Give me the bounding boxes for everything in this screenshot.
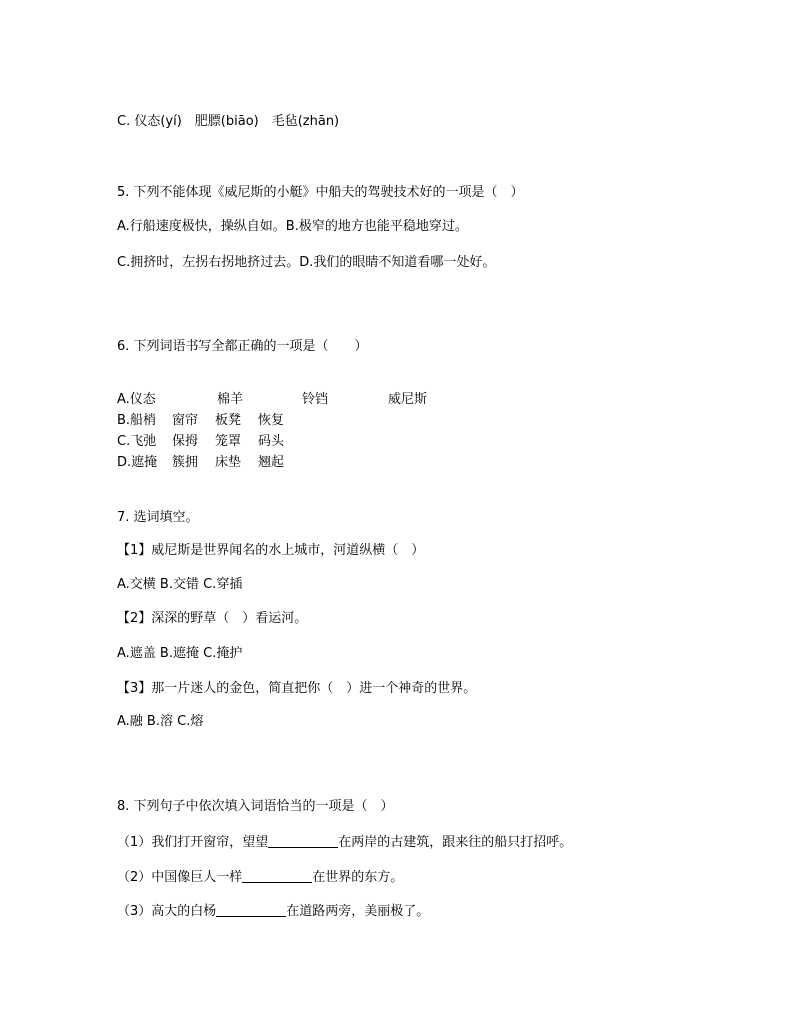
q6-d-word-1: D.遮掩 xyxy=(117,455,158,470)
q8-question: 8. 下列句子中依次填入词语恰当的一项是（ ） xyxy=(117,799,394,814)
q6-c-word-1: C.飞弛 xyxy=(117,434,157,449)
q6-row-a xyxy=(117,390,427,410)
q7-sub-2: 【2】深深的野草（ ）看运河。 xyxy=(117,611,308,626)
q8-s1-suffix: 在两岸的古建筑，跟来往的船只打招呼。 xyxy=(338,835,573,850)
q6-question: 6. 下列词语书写全都正确的一项是（ ） xyxy=(117,339,368,354)
q6-row-c xyxy=(117,432,284,452)
q5-options-cd: C.拥挤时，左拐右拐地挤过去。D.我们的眼睛不知道看哪一处好。 xyxy=(117,255,496,270)
q6-a-word-3: 铃铛 xyxy=(302,392,329,407)
q8-s1-blank xyxy=(268,833,338,848)
q6-row-d xyxy=(117,453,284,473)
q6-d-word-3: 床垫 xyxy=(215,455,242,470)
q8-s2-suffix: 在世界的东方。 xyxy=(312,870,404,885)
q5-options-ab: A.行船速度极快，操纵自如。B.极窄的地方也能平稳地穿过。 xyxy=(117,219,468,234)
q7-sub-3: 【3】那一片迷人的金色，简直把你（ ）进一个神奇的世界。 xyxy=(117,681,477,696)
q7-options-1: A.交横 B.交错 C.穿插 xyxy=(117,577,243,592)
q6-b-word-3: 板凳 xyxy=(215,413,242,428)
q8-s3-prefix: （3）高大的白杨 xyxy=(117,904,217,919)
q8-sentence-3 xyxy=(117,902,429,921)
q7-options-3: A.融 B.溶 C.熔 xyxy=(117,714,204,729)
q6-b-word-1: B.船梢 xyxy=(117,413,157,428)
q6-c-word-4: 码头 xyxy=(258,434,285,449)
q6-a-word-1: A.仪态 xyxy=(117,392,156,407)
q5-question: 5. 下列不能体现《威尼斯的小艇》中船夫的驾驶技术好的一项是（ ） xyxy=(117,185,524,200)
q6-c-word-2: 保拇 xyxy=(172,434,199,449)
q6-d-word-2: 簇拥 xyxy=(172,455,199,470)
q8-s2-prefix: （2）中国像巨人一样 xyxy=(117,870,243,885)
q8-s3-suffix: 在道路两旁，美丽极了。 xyxy=(286,904,430,919)
q6-a-word-4: 威尼斯 xyxy=(388,392,428,407)
q6-c-word-3: 笼罩 xyxy=(215,434,242,449)
q8-sentence-1 xyxy=(117,833,572,852)
q6-b-word-4: 恢复 xyxy=(258,413,285,428)
q7-question: 7. 选词填空。 xyxy=(117,510,199,525)
q7-sub-1: 【1】威尼斯是世界闻名的水上城市，河道纵横（ ） xyxy=(117,543,425,558)
q4-option-c: C. 仪态(yí) 肥膘(biāo) 毛毡(zhān) xyxy=(117,114,340,129)
q7-options-2: A.遮盖 B.遮掩 C.掩护 xyxy=(117,646,243,661)
q8-s3-blank xyxy=(216,902,286,917)
q6-a-word-2: 棉羊 xyxy=(217,392,244,407)
q6-d-word-4: 翘起 xyxy=(258,455,285,470)
q8-sentence-2 xyxy=(117,868,403,887)
q8-s2-blank xyxy=(242,868,312,883)
q6-b-word-2: 窗帘 xyxy=(172,413,199,428)
q8-s1-prefix: （1）我们打开窗帘，望望 xyxy=(117,835,269,850)
q6-row-b xyxy=(117,411,284,431)
